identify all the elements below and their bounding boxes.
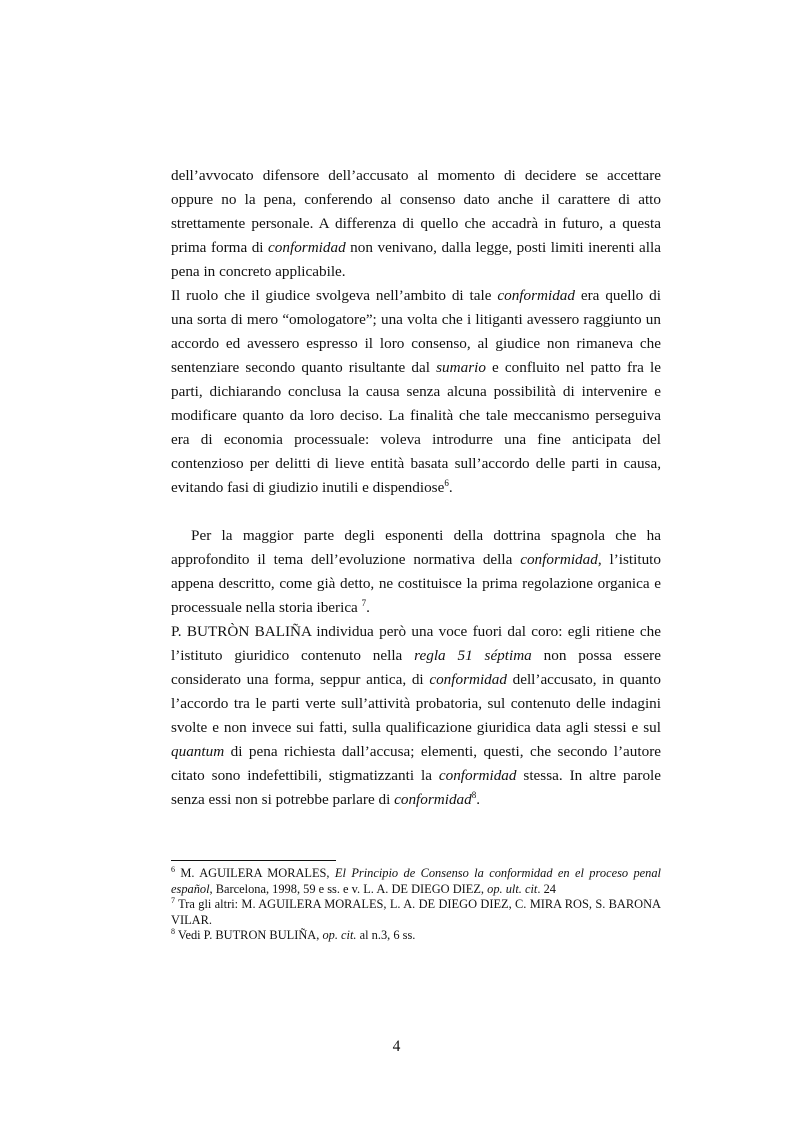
- text-run: Per la maggior parte degli esponenti della dottrina spagnola che ha approfondito il tema dell’evoluzione normativa della: [171, 527, 661, 568]
- italic-term: conformidad: [438, 767, 517, 784]
- italic-term: regla 51 séptima: [414, 647, 532, 664]
- footnotes: [171, 866, 661, 944]
- text-run: stessa. In altre parole senza essi non si potrebbe parlare di: [171, 767, 662, 808]
- paragraph: [171, 620, 661, 812]
- text-run: M. AGUILERA MORALES,: [175, 866, 335, 880]
- footnote: [171, 866, 661, 897]
- italic-term: conformidad: [429, 671, 507, 688]
- footnote-number: 8: [171, 926, 175, 936]
- text-run: di pena richiesta dall’accusa; elementi, questi, che secondo l’autore citato sono indefettibili, stigmatizzanti la: [171, 743, 661, 784]
- italic-term: conformidad: [394, 791, 472, 808]
- italic-term: conformidad: [268, 239, 346, 256]
- text-run: dell’accusato, in quanto l’accordo tra le parti verte sull’attività probatoria, sul contenuto delle indagini svolte e non invece sui fatti, sulla qualificazione giuridica data agli stessi e sul: [171, 671, 661, 736]
- paragraph: [171, 164, 661, 284]
- text-run: dell’avvocato difensore dell’accusato al momento di decidere se accettare oppure no la pena, conferendo al consenso dato anche il carattere di atto strettamente personale. A differenza di quello che accadrà in futuro, a questa prima forma di: [171, 167, 661, 256]
- paragraph: [171, 524, 661, 620]
- paragraph-gap: [171, 500, 661, 524]
- text-run: era quello di una sorta di mero “omologatore”; una volta che i litiganti avessero raggiunto un accordo ed avessero espresso il loro consenso, al giudice non rimaneva che sentenziare secondo quanto risultante dal: [171, 287, 661, 376]
- text-run: al n.3, 6 ss.: [356, 928, 416, 942]
- text-run: .: [448, 479, 453, 496]
- page-number: 4: [392, 1038, 401, 1055]
- italic-term: op. ult. cit: [487, 881, 538, 896]
- text-run: .: [366, 599, 370, 616]
- footnote: [171, 897, 661, 928]
- italic-term: op. cit.: [322, 928, 357, 942]
- italic-term: conformidad: [497, 287, 575, 304]
- italic-term: El Principio de Consenso la conformidad en el proceso penal español: [171, 866, 661, 896]
- footnote-ref[interactable]: 7: [361, 597, 367, 608]
- footnote-separator: [171, 860, 336, 861]
- italic-term: quantum: [171, 743, 225, 760]
- footnote-number: 6: [171, 864, 175, 874]
- text-run: e confluito nel patto fra le parti, dichiarando conclusa la causa senza alcuna possibilità di intervenire e modificare quanto da loro deciso. La finalità che tale meccanismo perseguiva era di economia processuale: voleva introdurre una fine anticipata del contenzioso per delitti di lieve entità basata sull’accordo delle parti in causa, evitando fasi di giudizio inutili e dispendiose: [171, 359, 662, 496]
- paragraph: [171, 284, 661, 500]
- italic-term: sumario: [436, 359, 486, 376]
- text-run: Tra gli altri: M. AGUILERA MORALES, L. A. DE DIEGO DIEZ, C. MIRA ROS, S. BARONA VILAR.: [171, 897, 661, 927]
- text-run: P. BUTRÒN BALIÑA individua però una voce fuori dal coro: egli ritiene che l’istituto giuridico contenuto nella: [171, 623, 661, 664]
- text-run: .: [476, 791, 481, 808]
- body-text: [171, 164, 661, 812]
- footnote-number: 7: [171, 895, 175, 905]
- text-run: . 24: [537, 881, 556, 896]
- footnote-ref[interactable]: 8: [471, 789, 477, 800]
- footnote: [171, 928, 661, 944]
- italic-term: conformidad: [520, 551, 598, 568]
- footnote-ref[interactable]: 6: [444, 477, 449, 488]
- text-run: Il ruolo che il giudice svolgeva nell’ambito di tale: [171, 287, 498, 304]
- text-run: non possa essere considerato una forma, seppur antica, di: [171, 647, 661, 688]
- text-run: Vedi P. BUTRON BULIÑA,: [175, 928, 323, 942]
- text-run: non venivano, dalla legge, posti limiti inerenti alla pena in concreto applicabile.: [171, 239, 661, 280]
- text-run: , Barcelona, 1998, 59 e ss. e v. L. A. DE DIEGO DIEZ,: [209, 881, 488, 896]
- text-run: , l’istituto appena descritto, come già detto, ne costituisce la prima regolazione organica e processuale nella storia iberica: [171, 551, 661, 616]
